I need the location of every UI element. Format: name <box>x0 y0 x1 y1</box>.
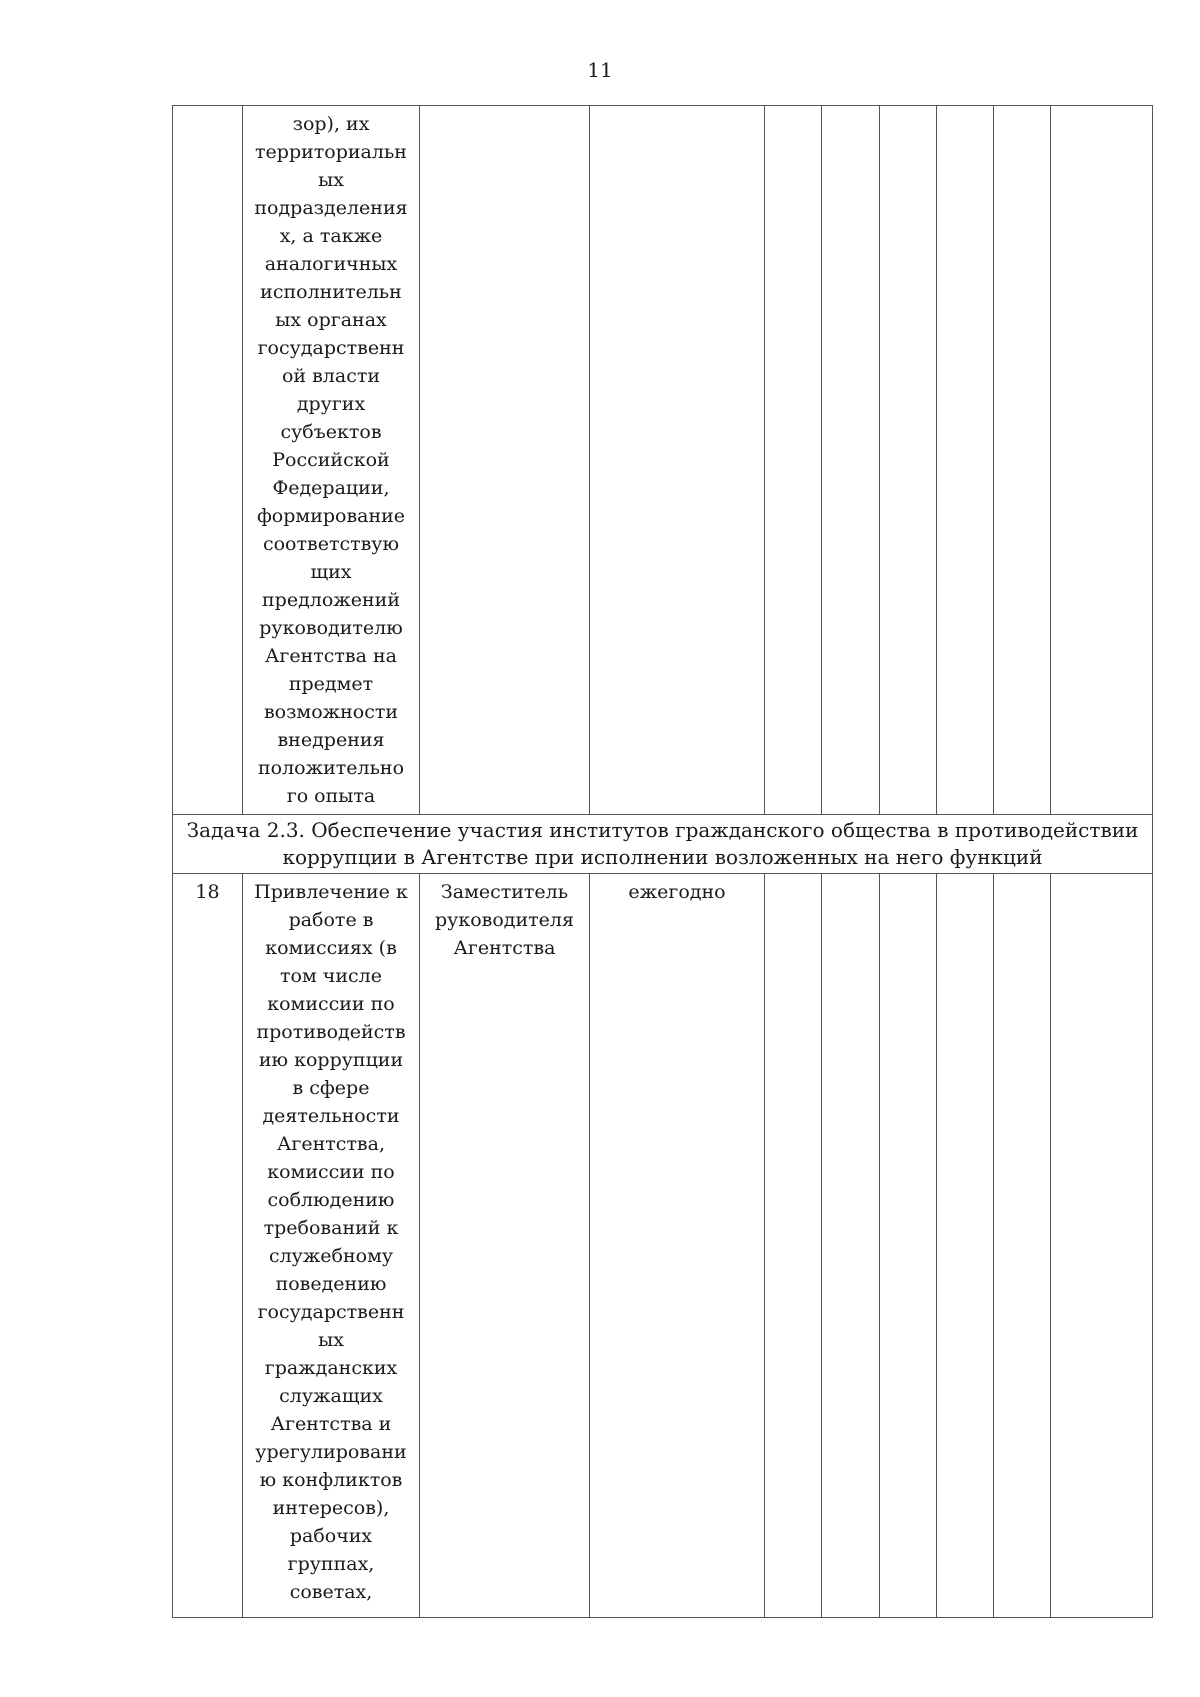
text-line: ой власти <box>281 365 381 387</box>
task-header: Задача 2.3. Обеспечение участия институтов гражданского общества в противодействии коррупции в Агентстве при исполнении возложенных на него функций <box>173 815 1153 874</box>
text-line: Агентства, <box>277 1133 385 1155</box>
text-line: деятельности <box>262 1105 400 1127</box>
cell-empty <box>765 106 822 815</box>
cell-empty <box>822 874 880 1618</box>
text-line: советах, <box>289 1581 373 1603</box>
table-row-18 <box>173 874 1153 1618</box>
cell-number <box>173 106 243 815</box>
cell-measure <box>243 874 420 1618</box>
text-line: возможности <box>263 701 399 723</box>
text-line: рабочих <box>289 1525 373 1547</box>
text-line: Агентства и <box>270 1413 392 1435</box>
text-line: соблюдению <box>267 1189 395 1211</box>
measures-table <box>172 105 1153 1618</box>
text-line: щих <box>310 561 352 583</box>
text-line: подразделения <box>254 197 408 219</box>
text-line: субъектов <box>280 421 382 443</box>
cell-number: 18 <box>173 874 243 1618</box>
text-line: комиссии по <box>267 993 395 1015</box>
text-line: противодейств <box>256 1021 406 1043</box>
text-line: поведению <box>275 1273 387 1295</box>
cell-measure-continuation <box>243 106 420 815</box>
text-line: служащих <box>279 1385 383 1407</box>
cell-empty <box>880 106 937 815</box>
text-line: государственн <box>257 337 405 359</box>
text-line: работе в <box>288 909 374 931</box>
cell-empty <box>937 874 994 1618</box>
measure-text <box>247 878 415 1606</box>
cell-deadline <box>590 106 765 815</box>
text-line: Заместитель <box>440 881 569 903</box>
cell-empty <box>994 874 1051 1618</box>
text-line: руководителю <box>259 617 403 639</box>
cell-responsible <box>420 106 590 815</box>
text-line: других <box>296 393 366 415</box>
text-line: Агентства на <box>265 645 397 667</box>
text-line: Агентства <box>453 937 556 959</box>
text-line: требований к <box>263 1217 399 1239</box>
cell-empty <box>822 106 880 815</box>
text-line: Российской <box>272 449 390 471</box>
table-row-task-header <box>173 815 1153 874</box>
text-line: предложений <box>262 589 400 611</box>
text-line: ых <box>318 169 344 191</box>
text-line: исполнительн <box>260 281 402 303</box>
text-line: зор), их <box>292 113 370 135</box>
cell-empty <box>1051 106 1153 815</box>
text-line: соответствую <box>262 533 400 555</box>
text-line: государственн <box>257 1301 405 1323</box>
measure-text <box>247 110 415 810</box>
table-row-continuation <box>173 106 1153 815</box>
text-line: урегулировани <box>255 1441 407 1463</box>
text-line: в сфере <box>292 1077 370 1099</box>
cell-deadline: ежегодно <box>590 874 765 1618</box>
text-line: ю конфликтов <box>259 1469 403 1491</box>
text-line: том числе <box>280 965 382 987</box>
text-line: служебному <box>268 1245 394 1267</box>
text-line: ию коррупции <box>258 1049 404 1071</box>
text-line: гражданских <box>264 1357 398 1379</box>
text-line: Федерации, <box>272 477 390 499</box>
text-line: комиссиях (в <box>265 937 397 959</box>
text-line: х, а также <box>279 225 383 247</box>
text-line: Привлечение к <box>254 881 408 903</box>
text-line: интересов), <box>272 1497 390 1519</box>
cell-responsible <box>420 874 590 1618</box>
text-line: руководителя <box>435 909 574 931</box>
text-line: предмет <box>288 673 374 695</box>
cell-empty <box>880 874 937 1618</box>
cell-empty <box>937 106 994 815</box>
cell-empty <box>765 874 822 1618</box>
cell-empty <box>1051 874 1153 1618</box>
text-line: ых <box>318 1329 344 1351</box>
cell-empty <box>994 106 1051 815</box>
page-number: 11 <box>587 58 613 82</box>
text-line: группах, <box>287 1553 375 1575</box>
text-line: формирование <box>256 505 406 527</box>
text-line: положительно <box>257 757 405 779</box>
text-line: аналогичных <box>264 253 398 275</box>
responsible-text <box>424 878 585 962</box>
text-line: ых органах <box>275 309 387 331</box>
text-line: го опыта <box>286 785 376 807</box>
text-line: внедрения <box>277 729 385 751</box>
text-line: территориальн <box>255 141 407 163</box>
text-line: комиссии по <box>267 1161 395 1183</box>
